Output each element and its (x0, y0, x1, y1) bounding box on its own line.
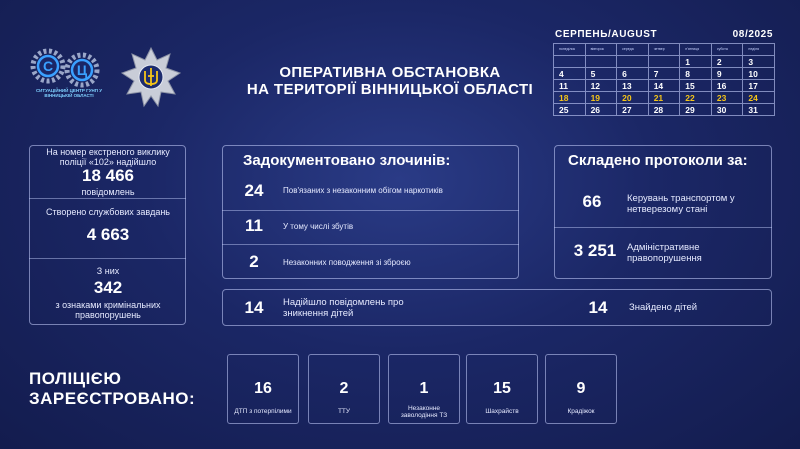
tasks-value: 4 663 (86, 225, 130, 244)
protocol-row-value: 3 251 (573, 241, 617, 260)
calendar-weekday: четвер (649, 44, 681, 56)
gear-icon (67, 55, 97, 85)
calendar-day: 8 (680, 68, 712, 80)
calendar-day: 16 (712, 80, 744, 92)
crime-row-label: Пов'язаних з незаконним обігом наркотиків (283, 186, 443, 195)
calendar-day: 6 (617, 68, 649, 80)
calendar-weekday: вівторок (586, 44, 618, 56)
calendar-day: 20 (617, 92, 649, 104)
calendar-day: 4 (554, 68, 586, 80)
svg-text:С: С (42, 58, 54, 74)
crim-value: 342 (93, 278, 123, 297)
calendar-month: СЕРПЕНЬ/AUGUST (555, 29, 658, 40)
police-star-logo (120, 46, 182, 108)
calendar-day: 24 (743, 92, 775, 104)
calendar-weekday: субота (712, 44, 744, 56)
crim-prefix: З них (96, 266, 120, 276)
calendar-day: 12 (586, 80, 618, 92)
calendar-day: 26 (586, 104, 618, 116)
calendar-header (553, 29, 775, 43)
crime-row-label: У тому числі збутів (283, 222, 354, 231)
registered-card (545, 354, 617, 424)
page-title (200, 64, 580, 98)
calendar-day: 9 (712, 68, 744, 80)
found-children-label: Знайдено дітей (629, 302, 698, 313)
registered-card-value: 15 (493, 380, 511, 397)
crime-row-value: 11 (245, 216, 263, 235)
calendar-day (554, 56, 586, 68)
registered-card (466, 354, 538, 424)
title-line-2: НА ТЕРИТОРІЇ ВІННИЦЬКОЇ ОБЛАСТІ (246, 81, 534, 98)
crime-row-label: Незаконних поводження зі зброєю (283, 258, 411, 267)
calendar-day: 3 (743, 56, 775, 68)
calendar-weekday: понеділок (554, 44, 586, 56)
protocols-title: Складено протоколи за: (568, 152, 748, 169)
registered-card-label: Крадіжок (567, 408, 595, 415)
calendar-day: 2 (712, 56, 744, 68)
calendar-day: 18 (554, 92, 586, 104)
registered-card-value: 16 (254, 380, 272, 397)
calendar-day: 10 (743, 68, 775, 80)
calendar-weekday: п'ятниця (680, 44, 712, 56)
registered-card (227, 354, 299, 424)
found-children-value: 14 (588, 298, 608, 317)
protocol-row-label: Керувань транспортом у нетверезому стані (627, 193, 735, 215)
calendar-day (586, 56, 618, 68)
protocol-row-value: 66 (582, 192, 602, 211)
title-line-1: ОПЕРАТИВНА ОБСТАНОВКА (279, 64, 501, 81)
calendar-day: 30 (712, 104, 744, 116)
registered-card-label: ТТУ (337, 408, 351, 415)
crime-row-value: 2 (249, 252, 259, 271)
crimes-title: Задокументовано злочинів: (243, 152, 451, 169)
calendar-day (617, 56, 649, 68)
calendar-day: 11 (554, 80, 586, 92)
calls-label: На номер екстреного виклику поліції «102» надійшло (46, 147, 170, 167)
registered-title-line-2: ЗАРЕЄСТРОВАНО: (29, 389, 196, 408)
calendar-day: 1 (680, 56, 712, 68)
calendar-day: 13 (617, 80, 649, 92)
calls-unit: повідомлень (81, 187, 135, 197)
registered-card-value: 1 (419, 380, 429, 397)
registered-card (388, 354, 460, 424)
crime-row-value: 24 (244, 181, 264, 200)
calendar-day: 27 (617, 104, 649, 116)
calendar-day: 31 (743, 104, 775, 116)
calendar-day: 7 (649, 68, 681, 80)
calendar-day: 28 (649, 104, 681, 116)
gear-icon (33, 51, 63, 81)
calendar-day: 22 (680, 92, 712, 104)
calendar-grid (553, 43, 775, 116)
calendar-day: 17 (743, 80, 775, 92)
registered-card-value: 9 (576, 380, 586, 397)
registered-card-label: Незаконне заволодіння ТЗ (400, 405, 448, 419)
calendar-day: 25 (554, 104, 586, 116)
tasks-label: Створено службових завдань (46, 207, 170, 217)
calendar-weekday: неділя (743, 44, 775, 56)
calendar-day: 15 (680, 80, 712, 92)
calendar-day: 29 (680, 104, 712, 116)
calls-value: 18 466 (82, 166, 134, 185)
registered-title-line-1: ПОЛІЦІЄЮ (29, 369, 122, 388)
calendar-day: 14 (649, 80, 681, 92)
missing-children-value: 14 (244, 298, 264, 317)
calendar-weekday: середа (617, 44, 649, 56)
svg-text:Ц: Ц (76, 62, 88, 78)
registered-card-label: Шахрайств (485, 408, 519, 415)
calendar-day: 19 (586, 92, 618, 104)
missing-children-label: Надійшло повідомлень про зникнення дітей (283, 297, 404, 319)
calendar-day: 21 (649, 92, 681, 104)
calendar-day: 23 (712, 92, 744, 104)
registered-card-value: 2 (339, 380, 349, 397)
registered-card-label: ДТП з потерпілими (234, 408, 292, 415)
calendar-day: 5 (586, 68, 618, 80)
crim-label: з ознаками кримінальних правопорушень (55, 300, 161, 320)
protocol-row-label: Адміністративне правопорушення (627, 242, 702, 264)
registered-title (29, 369, 195, 409)
logo-caption: СИТУАЦІЙНИЙ ЦЕНТР ГУНП У ВІННИЦЬКІЙ ОБЛАСТІ (35, 88, 103, 98)
registered-card (308, 354, 380, 424)
calendar-day (649, 56, 681, 68)
calendar-date: 08/2025 (732, 29, 773, 40)
